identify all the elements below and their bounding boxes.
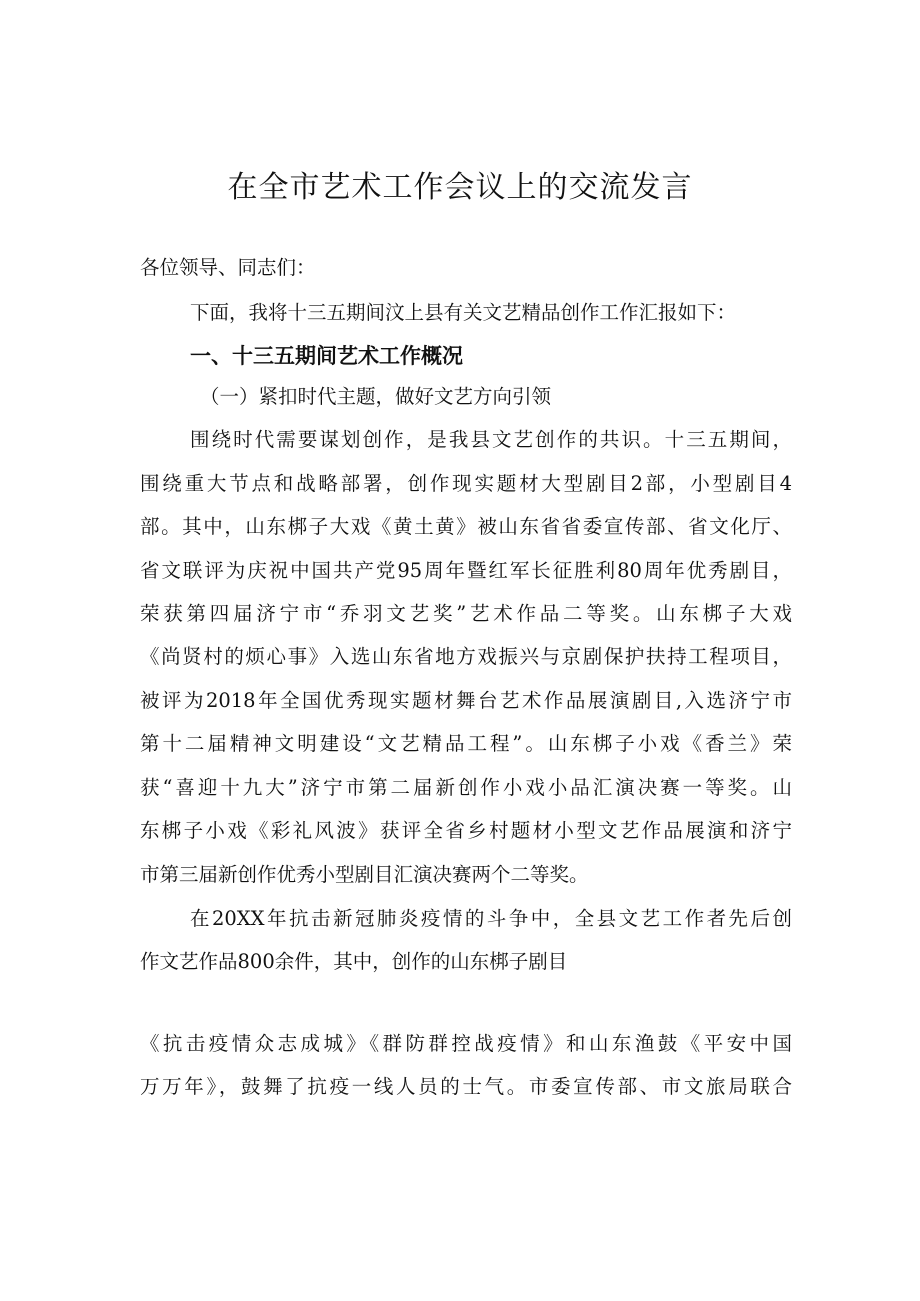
intro-paragraph: 下面，我将十三五期间汶上县有关文艺精品创作工作汇报如下： — [190, 301, 737, 324]
paragraph-line: 部。其中，山东梆子大戏《黄土黄》被山东省省委宣传部、省文化厅、 — [140, 515, 792, 538]
paragraph-line: 围绕时代需要谋划创作，是我县文艺创作的共识。十三五期间， — [190, 428, 792, 451]
paragraph-line: 《尚贤村的烦心事》入选山东省地方戏振兴与京剧保护扶持工程项目， — [140, 645, 792, 668]
paragraph-line: 省文联评为庆祝中国共产党95周年暨红军长征胜利80周年优秀剧目， — [140, 559, 792, 582]
paragraph-line: 被评为2018年全国优秀现实题材舞台艺术作品展演剧目,入选济宁市 — [140, 689, 792, 712]
paragraph-line: 第十二届精神文明建设“文艺精品工程”。山东梆子小戏《香兰》荣 — [140, 732, 792, 755]
subsection-heading: （一）紧扣时代主题，做好文艺方向引领 — [200, 385, 552, 408]
document-title: 在全市艺术工作会议上的交流发言 — [227, 170, 693, 205]
paragraph-line: 在20XX年抗击新冠肺炎疫情的斗争中，全县文艺工作者先后创 — [190, 907, 792, 930]
paragraph-line: 作文艺作品800余件，其中，创作的山东梆子剧目 — [140, 950, 568, 973]
paragraph-line: 获“喜迎十九大”济宁市第二届新创作小戏小品汇演决赛一等奖。山 — [140, 776, 792, 799]
paragraph-line: 围绕重大节点和战略部署，创作现实题材大型剧目2部，小型剧目4 — [140, 472, 792, 495]
paragraph-line: 市第三届新创作优秀小型剧目汇演决赛两个二等奖。 — [140, 863, 589, 886]
salutation: 各位领导、同志们： — [140, 256, 316, 279]
paragraph-line: 《抗击疫情众志成城》《群防群控战疫情》和山东渔鼓《平安中国 — [140, 1032, 792, 1055]
section-heading: 一、十三五期间艺术工作概况 — [190, 344, 463, 368]
paragraph-line: 荣获第四届济宁市“乔羽文艺奖”艺术作品二等奖。山东梆子大戏 — [140, 602, 792, 625]
paragraph-line: 东梆子小戏《彩礼风波》获评全省乡村题材小型文艺作品展演和济宁 — [140, 819, 792, 842]
paragraph-line: 万万年》，鼓舞了抗疫一线人员的士气。市委宣传部、市文旅局联合 — [140, 1075, 792, 1098]
